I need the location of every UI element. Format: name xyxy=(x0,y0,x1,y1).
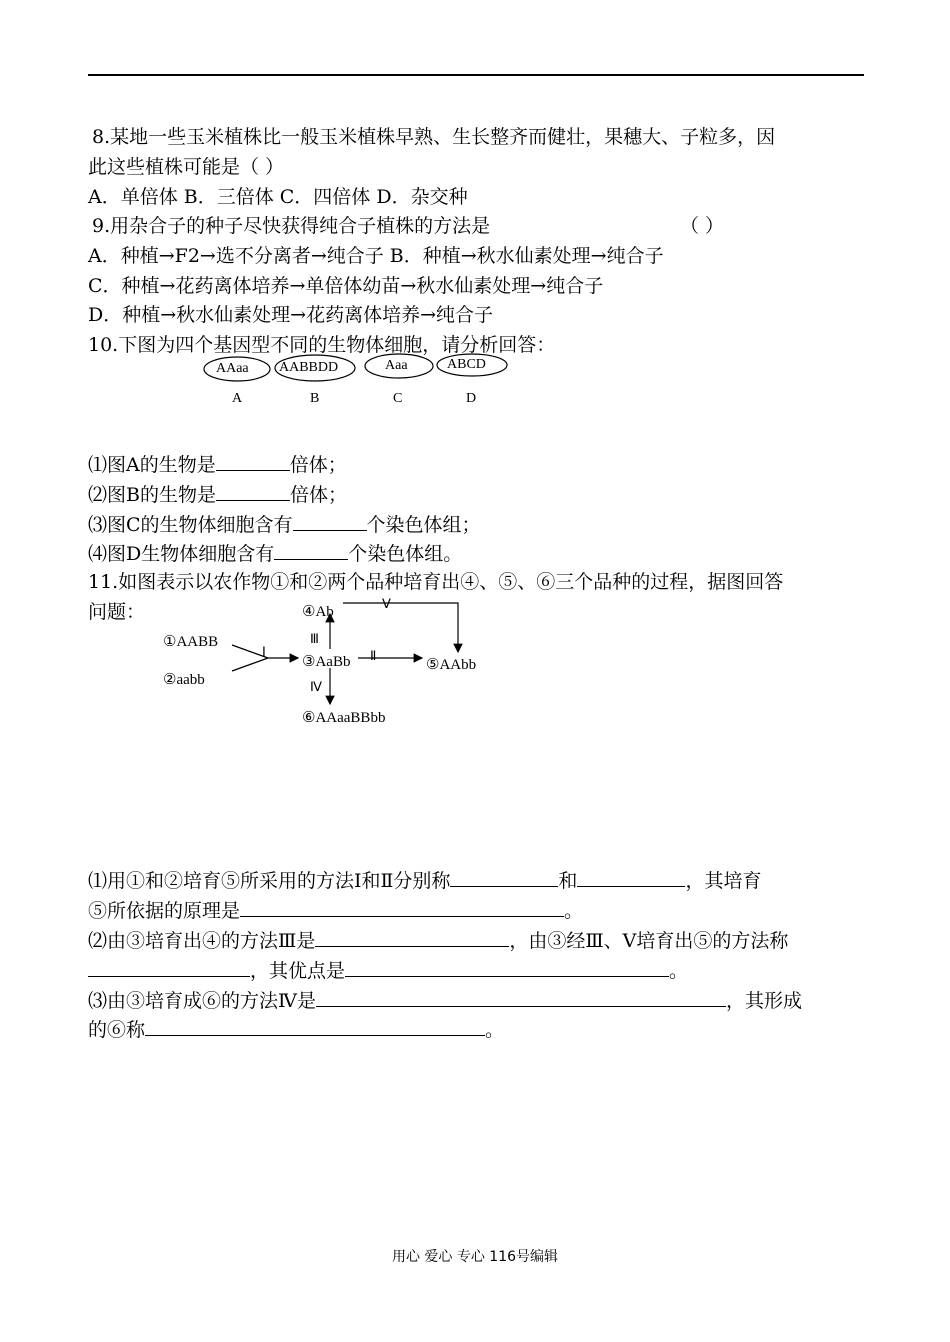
q10-sub4 xyxy=(88,541,462,565)
q11-a3-blank[interactable] xyxy=(316,988,726,1007)
q11-a2b-blank1[interactable] xyxy=(88,958,250,977)
node-2: ②aabb xyxy=(163,672,205,688)
cell-b-label: B xyxy=(310,391,320,406)
cell-c-genotype: Aaa xyxy=(385,358,408,373)
q8-line2: 此这些植株可能是（ ） xyxy=(88,156,285,178)
q11-a3-post: ，其形成 xyxy=(725,990,802,1012)
q9-stem: 9.用杂合子的种子尽快获得纯合子植株的方法是 xyxy=(92,215,491,237)
q10-sub2-blank[interactable] xyxy=(216,482,290,501)
q10-sub1 xyxy=(88,452,347,476)
cell-d-label: D xyxy=(466,391,477,406)
cell-c-label: C xyxy=(393,391,403,406)
q11-a2b xyxy=(88,958,688,982)
q10-stem: 10.下图为四个基因型不同的生物体细胞，请分析回答： xyxy=(88,334,556,356)
q10-sub4-blank[interactable] xyxy=(274,541,348,560)
q9-option-d: D．种植→秋水仙素处理→花药离体培养→纯合子 xyxy=(88,304,493,326)
q11-a1 xyxy=(88,868,761,892)
q10-sub2-pre: ⑵图B的生物是 xyxy=(88,484,216,506)
cell-a-genotype: AAaa xyxy=(216,361,249,376)
node-3: ③AaBb xyxy=(302,654,351,670)
q11-a2-post: ，由③经Ⅲ、Ⅴ培育出⑤的方法称 xyxy=(509,930,789,952)
node-5: ⑤AAbb xyxy=(426,657,477,673)
q10-sub2 xyxy=(88,482,347,506)
q10-sub1-pre: ⑴图A的生物是 xyxy=(88,454,216,476)
method-5-label: Ⅴ xyxy=(382,596,391,611)
q11-a3b-post: 。 xyxy=(485,1019,505,1041)
q10-sub3 xyxy=(88,512,481,536)
q11-line1: 11.如图表示以农作物①和②两个品种培育出④、⑤、⑥三个品种的过程，据图回答 xyxy=(88,571,784,593)
q10-sub4-post: 个染色体组。 xyxy=(348,543,463,565)
method-3-label: Ⅲ xyxy=(310,631,319,646)
q11-a2b-blank2[interactable] xyxy=(345,958,669,977)
q11-a1b-post: 。 xyxy=(564,900,584,922)
q11-a3-pre: ⑶由③培育成⑥的方法Ⅳ是 xyxy=(88,990,316,1012)
cell-b-genotype: AABBDD xyxy=(279,360,339,375)
q10-sub1-post: 倍体； xyxy=(289,454,347,476)
q10-sub1-blank[interactable] xyxy=(216,452,290,471)
arrow-step-5 xyxy=(343,603,458,652)
q11-a3 xyxy=(88,988,802,1012)
q8-line1: 8.某地一些玉米植株比一般玉米植株早熟、生长整齐而健壮，果穗大、子粒多，因 xyxy=(92,126,776,148)
cell-d-genotype: ABCD xyxy=(447,357,486,372)
q10-sub2-post: 倍体； xyxy=(289,484,347,506)
q11-a1-blank1[interactable] xyxy=(450,868,558,887)
page-footer: 用心 爱心 专心 116号编辑 xyxy=(391,1249,559,1265)
q9-paren: （ ） xyxy=(680,215,725,237)
q11-a1b-pre: ⑤所依据的原理是 xyxy=(88,900,241,922)
q11-a2b-mid: ，其优点是 xyxy=(250,960,346,982)
q11-a1-post: ，其培育 xyxy=(685,870,762,892)
q11-a1-mid: 和 xyxy=(558,870,578,892)
q11-a2-blank1[interactable] xyxy=(315,928,509,947)
q8-options: A．单倍体 B．三倍体 C．四倍体 D．杂交种 xyxy=(88,186,468,208)
q11-a3b-pre: 的⑥称 xyxy=(88,1019,146,1041)
q11-a3b-blank[interactable] xyxy=(145,1017,485,1036)
q11-a1-blank2[interactable] xyxy=(577,868,685,887)
method-4-label: Ⅳ xyxy=(310,679,322,694)
q11-a1-pre: ⑴用①和②培育⑤所采用的方法Ⅰ和Ⅱ分别称 xyxy=(88,870,451,892)
q10-sub3-pre: ⑶图C的生物体细胞含有 xyxy=(88,514,293,536)
q10-sub3-post: 个染色体组； xyxy=(366,514,481,536)
q11-a2 xyxy=(88,928,788,952)
q9-option-c: C．种植→花药离体培养→单倍体幼苗→秋水仙素处理→纯合子 xyxy=(88,275,604,297)
node-6: ⑥AAaaBBbb xyxy=(302,710,386,726)
q11-a1b xyxy=(88,898,583,922)
method-1-label: Ⅰ xyxy=(262,644,266,659)
method-2-label: Ⅱ xyxy=(370,648,377,663)
node-1: ①AABB xyxy=(163,634,219,650)
q11-a1b-blank[interactable] xyxy=(240,898,564,917)
node-4: ④Ab xyxy=(302,604,334,620)
q11-a3b xyxy=(88,1017,504,1041)
q10-sub4-pre: ⑷图D生物体细胞含有 xyxy=(88,543,275,565)
q9-options-ab: A．种植→F2→选不分离者→纯合子 B．种植→秋水仙素处理→纯合子 xyxy=(88,245,664,267)
q11-a2b-post: 。 xyxy=(669,960,689,982)
q10-sub3-blank[interactable] xyxy=(293,512,367,531)
q11-line2: 问题： xyxy=(88,601,146,623)
q11-a2-pre: ⑵由③培育出④的方法Ⅲ是 xyxy=(88,930,316,952)
cell-a-label: A xyxy=(232,391,243,406)
